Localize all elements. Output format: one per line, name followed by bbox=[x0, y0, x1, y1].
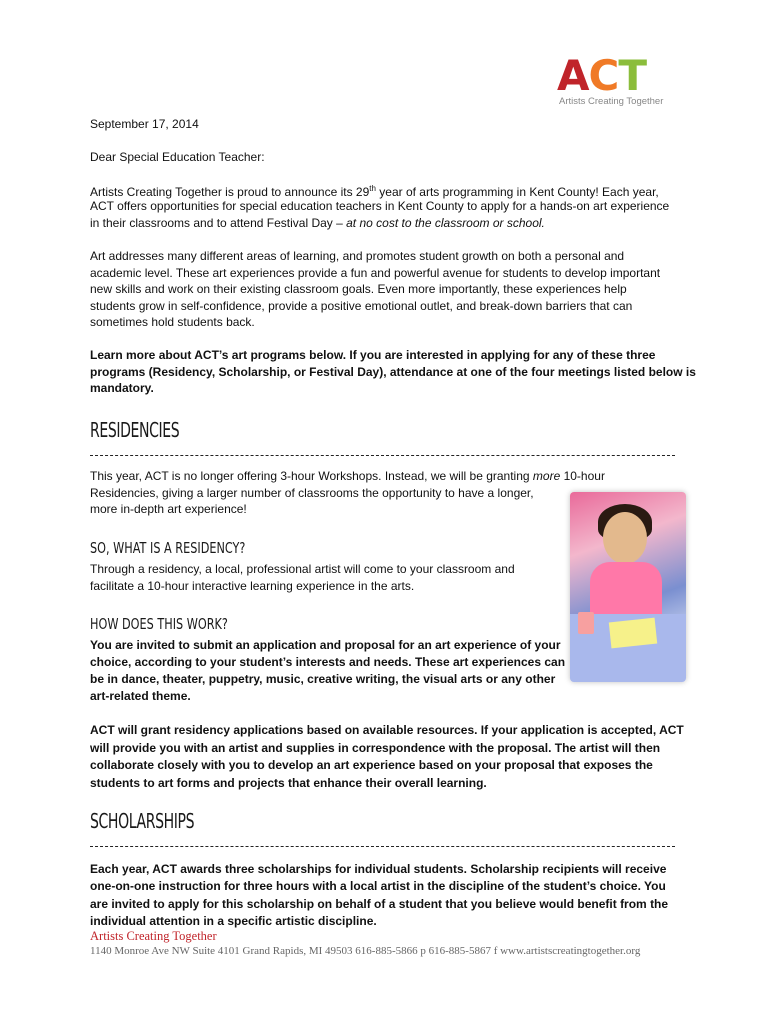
logo-letter-a: A bbox=[557, 51, 589, 100]
logo-letter-c: C bbox=[588, 51, 619, 100]
photo-painting bbox=[609, 618, 657, 649]
grant-line-3: collaborate closely with you to develop an art experience based on your proposal that exposes the bbox=[90, 758, 653, 772]
student-photo bbox=[570, 492, 686, 682]
what-is-residency-line-2: facilitate a 10-hour interactive learning experience in the arts. bbox=[90, 579, 415, 593]
scholarships-heading: SCHOLARSHIPS bbox=[90, 809, 195, 833]
photo-face bbox=[603, 512, 647, 564]
intro-line-1-b: year of arts programming in Kent County! Each year, bbox=[375, 185, 659, 199]
residencies-intro-line-3: more in-depth art experience! bbox=[90, 502, 247, 516]
residencies-heading: RESIDENCIES bbox=[90, 418, 180, 442]
para2-line-4: students grow in self-confidence, provide a positive emotional outlet, and break-down barriers that can bbox=[90, 299, 633, 313]
scholarships-line-4: individual attention in a specific artistic discipline. bbox=[90, 914, 377, 928]
para2-line-1: Art addresses many different areas of learning, and promotes student growth on both a personal and bbox=[90, 249, 625, 263]
letter-date: September 17, 2014 bbox=[90, 117, 199, 131]
grant-line-2: will provide you with an artist and supplies in correspondence with the proposal. The artist will then bbox=[90, 741, 661, 755]
scholarships-divider bbox=[90, 846, 675, 847]
para3-line-2: programs (Residency, Scholarship, or Festival Day), attendance at one of the four meetings listed below is bbox=[90, 365, 696, 379]
intro-line-3 bbox=[90, 215, 545, 232]
intro-line-3-emphasis: at no cost to the classroom or school. bbox=[346, 216, 545, 230]
residencies-intro-line-1 bbox=[90, 468, 605, 485]
footer-address: 1140 Monroe Ave NW Suite 4101 Grand Rapids, MI 49503 616-885-5866 p 616-885-5867 f www.artistscreatingtogether.org bbox=[90, 945, 641, 957]
para3-line-1: Learn more about ACT’s art programs below. If you are interested in applying for any of these three bbox=[90, 348, 656, 362]
residencies-divider bbox=[90, 455, 675, 456]
what-is-residency-heading: SO, WHAT IS A RESIDENCY? bbox=[90, 539, 246, 557]
para2-line-5: sometimes hold students back. bbox=[90, 315, 255, 329]
logo-letters bbox=[557, 51, 646, 100]
logo-tagline: Artists Creating Together bbox=[559, 96, 664, 107]
residencies-intro-line-2: Residencies, giving a larger number of classrooms the opportunity to have a longer, bbox=[90, 486, 534, 500]
how-line-1: You are invited to submit an application and proposal for an art experience of your bbox=[90, 638, 561, 652]
act-logo bbox=[557, 51, 669, 110]
how-line-3: be in dance, theater, puppetry, music, creative writing, the visual arts or any other bbox=[90, 672, 556, 686]
grant-line-4: students to art forms and projects that enhance their overall learning. bbox=[90, 776, 487, 790]
letter-salutation: Dear Special Education Teacher: bbox=[90, 150, 265, 164]
scholarships-line-2: one-on-one instruction for three hours with a local artist in the discipline of the student’s choice. You bbox=[90, 879, 666, 893]
para2-line-3: new skills and work on their existing classroom goals. Even more importantly, these experiences help bbox=[90, 282, 627, 296]
how-does-this-work-heading: HOW DOES THIS WORK? bbox=[90, 615, 228, 633]
intro-line-2: ACT offers opportunities for special education teachers in Kent County to apply for a hands-on art experience bbox=[90, 199, 670, 213]
photo-shirt bbox=[590, 562, 662, 622]
intro-line-3-a: in their classrooms and to attend Festival Day – bbox=[90, 216, 347, 230]
intro-line-1-a: Artists Creating Together is proud to announce its 29 bbox=[90, 185, 370, 199]
what-is-residency-line-1: Through a residency, a local, professional artist will come to your classroom and bbox=[90, 562, 515, 576]
how-line-2: choice, according to your student’s interests and needs. These art experiences can bbox=[90, 655, 566, 669]
grant-line-1: ACT will grant residency applications based on available resources. If your application is accepted, ACT bbox=[90, 723, 684, 737]
footer-org-name: Artists Creating Together bbox=[90, 929, 217, 943]
para3-line-3: mandatory. bbox=[90, 381, 154, 395]
photo-cup bbox=[578, 612, 594, 634]
intro-line-1-sup: th bbox=[369, 184, 376, 193]
scholarships-line-3: are invited to apply for this scholarship on behalf of a student that you believe would benefit from the bbox=[90, 897, 669, 911]
residencies-intro-line-1-b: 10-hour bbox=[560, 469, 605, 483]
residencies-intro-line-1-a: This year, ACT is no longer offering 3-hour Workshops. Instead, we will be granting bbox=[90, 469, 533, 483]
logo-letter-t: T bbox=[618, 51, 646, 100]
residencies-intro-emphasis: more bbox=[532, 469, 561, 483]
how-line-4: art-related theme. bbox=[90, 689, 191, 703]
scholarships-line-1: Each year, ACT awards three scholarships for individual students. Scholarship recipients will receive bbox=[90, 862, 667, 876]
para2-line-2: academic level. These art experiences provide a fun and powerful avenue for students to develop important bbox=[90, 266, 661, 280]
